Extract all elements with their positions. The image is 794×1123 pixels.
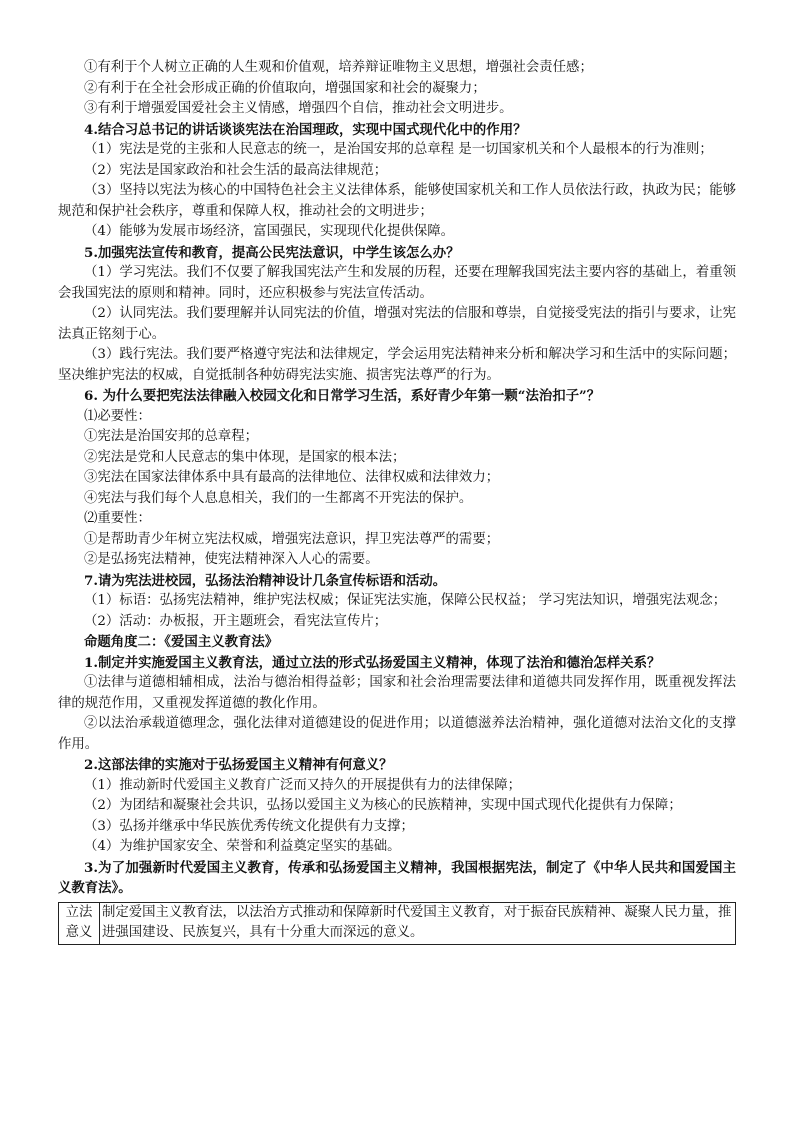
body-paragraph: ③有利于增强爱国爱社会主义情感，增强四个自信，推动社会文明进步。: [84, 101, 513, 116]
body-paragraph: ①是帮助青少年树立宪法权威，增强宪法意识，捍卫宪法尊严的需要；: [84, 531, 500, 547]
table-row: [59, 902, 736, 944]
body-paragraph: ②是弘扬宪法精神，使宪法精神深入人心的需要。: [84, 552, 379, 567]
body-paragraph: ①有利于个人树立正确的人生观和价值观，培养辩证唯物主义思想，增强社会责任感；: [84, 60, 593, 75]
document-body: [58, 58, 736, 899]
body-paragraph: （1）学习宪法。我们不仅要了解我国宪法产生和发展的历程，还要在理解我国宪法主要内容的基础上，着重领会我国宪法的原则和精神。同时，还应积极参与宪法宣传活动。: [58, 265, 736, 301]
body-paragraph: ②宪法是党和人民意志的集中体现，是国家的根本法；: [84, 449, 406, 465]
body-paragraph: （2）为团结和凝聚社会共识，弘扬以爱国主义为核心的民族精神，实现中国式现代化提供有力保障；: [84, 798, 682, 813]
body-paragraph: （1）宪法是党的主张和人民意志的统一，是治国安邦的总章程 是一切国家机关和个人最根本的行为准则；: [84, 142, 713, 157]
body-paragraph: （2）活动：办板报，开主题班会，看宪法宣传片；: [84, 613, 388, 629]
body-paragraph: ⑵重要性：: [84, 511, 151, 526]
body-paragraph: ④宪法与我们每个人息息相关，我们的一生都离不开宪法的保护。: [84, 490, 473, 506]
document-page: [58, 58, 736, 945]
body-paragraph: ①法律与道德相辅相成，法治与德治相得益彰；国家和社会治理需要法律和道德共同发挥作用，既重视发挥法律的规范作用，又重视发挥道德的教化作用。: [58, 675, 736, 711]
section-heading: 1.制定并实施爱国主义教育法，通过立法的形式弘扬爱国主义精神，体现了法治和德治怎样关系？: [84, 654, 661, 671]
table-content-cell: 制定爱国主义教育法，以法治方式推动和保障新时代爱国主义教育，对于振奋民族精神、凝聚人民力量，推进强国建设、民族复兴，具有十分重大而深远的意义。: [100, 902, 736, 944]
body-paragraph: ②以法治承载道德理念，强化法律对道德建设的促进作用；以道德滋养法治精神，强化道德对法治文化的支撑作用。: [58, 716, 736, 752]
body-paragraph: （3）弘扬并继承中华民族优秀传统文化提供有力支撑；: [84, 818, 414, 834]
section-heading: 7.请为宪法进校园，弘扬法治精神设计几条宣传标语和活动。: [84, 572, 447, 589]
section-heading: 命题角度二：《爱国主义教育法》: [84, 634, 279, 650]
section-heading: 2.这部法律的实施对于弘扬爱国主义精神有何意义？: [84, 757, 393, 773]
section-heading: 5.加强宪法宣传和教育，提高公民宪法意识，中学生该怎么办？: [84, 244, 460, 261]
body-paragraph: （1）推动新时代爱国主义教育广泛而又持久的开展提供有力的法律保障；: [84, 777, 522, 793]
body-paragraph: （2）认同宪法。我们要理解并认同宪法的价值，增强对宪法的信服和尊崇，自觉接受宪法的指引与要求，让宪法真正铭刻于心。: [58, 306, 736, 342]
body-paragraph: （1）标语：弘扬宪法精神，维护宪法权威；保证宪法实施，保障公民权益； 学习宪法知识，增强宪法观念；: [84, 593, 727, 608]
body-paragraph: （3）践行宪法。我们要严格遵守宪法和法律规定，学会运用宪法精神来分析和解决学习和生活中的实际问题；坚决维护宪法的权威，自觉抵制各种妨碍宪法实施、损害宪法尊严的行为。: [58, 347, 736, 383]
body-paragraph: ①宪法是治国安邦的总章程；: [84, 429, 259, 444]
body-paragraph: ②有利于在全社会形成正确的价值取向，增强国家和社会的凝聚力；: [84, 80, 486, 96]
section-heading: 3.为了加强新时代爱国主义教育，传承和弘扬爱国主义精神，我国根据宪法，制定了《中华人民共和国爱国主义教育法》。: [58, 859, 736, 896]
table-label-cell: 立法意义: [59, 902, 100, 944]
legislation-significance-table: [58, 902, 736, 945]
body-paragraph: （3）坚持以宪法为核心的中国特色社会主义法律体系，能够使国家机关和工作人员依法行政，执政为民；能够规范和保护社会秩序，尊重和保障人权，推动社会的文明进步；: [58, 183, 736, 219]
section-heading: 4.结合习总书记的讲话谈谈宪法在治国理政，实现中国式现代化中的作用？: [84, 121, 527, 138]
body-paragraph: ③宪法在国家法律体系中具有最高的法律地位、法律权威和法律效力；: [84, 470, 500, 485]
section-heading: 6. 为什么要把宪法法律融入校园文化和日常学习生活，系好青少年第一颗“法治扣子”？: [84, 388, 601, 404]
body-paragraph: （2）宪法是国家政治和社会生活的最高法律规范；: [84, 162, 388, 178]
body-paragraph: ⑴必要性：: [84, 408, 151, 424]
body-paragraph: （4）能够为发展市场经济，富国强民，实现现代化提供保障。: [84, 224, 455, 239]
body-paragraph: （4）为维护国家安全、荣誉和利益奠定坚实的基础。: [84, 839, 401, 854]
